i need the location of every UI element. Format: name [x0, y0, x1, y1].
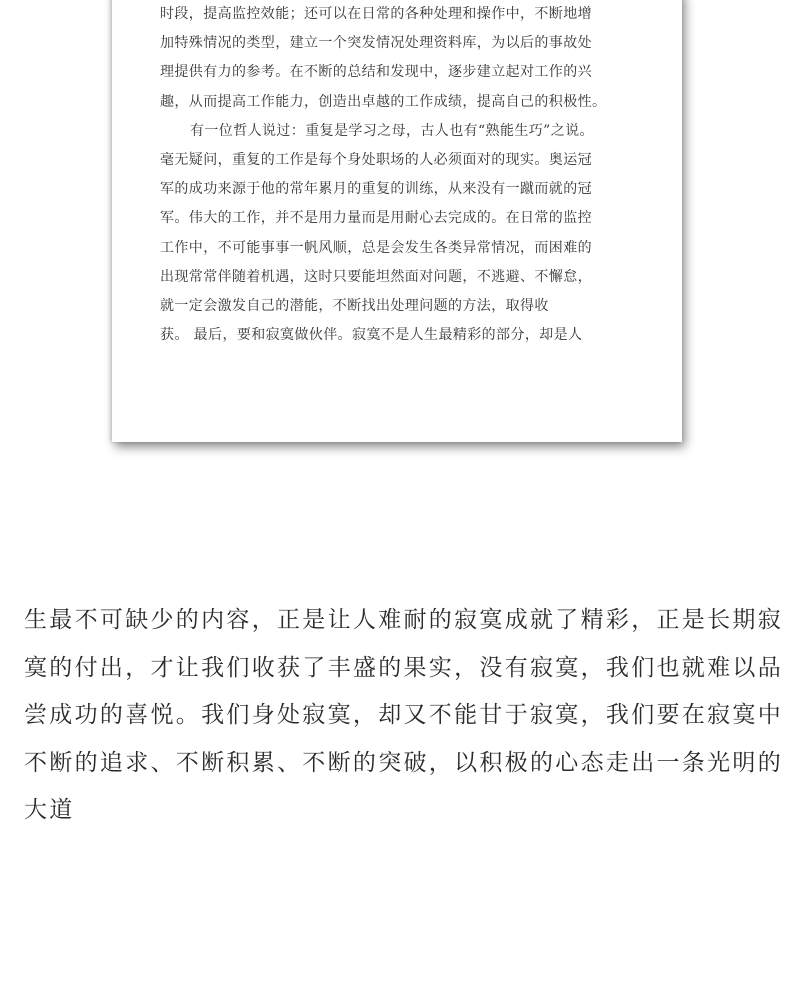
page-line: 就一定会激发自己的潜能，不断找出处理问题的方法，取得收: [160, 297, 549, 314]
page-line: 理提供有力的参考。在不断的总结和发现中，逐步建立起对工作的兴: [160, 64, 592, 81]
page-line: 军。伟大的工作，并不是用力量而是用耐心去完成的。在日常的监控: [160, 210, 592, 227]
body-line: 尝成功的喜悦。我们身处寂寞，却又不能甘于寂寞，我们要在寂寞中: [24, 702, 783, 728]
body-line: 生最不可缺少的内容，正是让人难耐的寂寞成就了精彩，正是长期寂: [24, 607, 783, 633]
page-line: 军的成功来源于他的常年累月的重复的训练，从来没有一蹴而就的冠: [160, 181, 592, 198]
page-line: 加特殊情况的类型，建立一个突发情况处理资料库，为以后的事故处: [160, 35, 592, 52]
page-line: 趣，从而提高工作能力，创造出卓越的工作成绩，提高自己的积极性。: [160, 93, 607, 110]
page-line: 时段，提高监控效能；还可以在日常的各种处理和操作中，不断地增: [160, 6, 592, 22]
document-page-preview: [112, 0, 682, 442]
continuation-paragraph: [24, 597, 784, 835]
body-line: 寞的付出，才让我们收获了丰盛的果实，没有寂寞，我们也就难以品: [24, 654, 783, 681]
page-line: 毫无疑问，重复的工作是每个身处职场的人必须面对的现实。奥运冠: [160, 151, 592, 168]
page-line: 有一位哲人说过：重复是学习之母，古人也有“熟能生巧”之说。: [190, 122, 594, 139]
document-page-text: [160, 0, 660, 350]
page-line: 出现常常伴随着机遇，这时只要能坦然面对问题，不逃避、不懈怠，: [160, 268, 592, 285]
page-line: 工作中，不可能事事一帆风顺，总是会发生各类异常情况，而困难的: [160, 239, 592, 256]
body-line: 不断的追求、不断积累、不断的突破，以积极的心态走出一条光明的: [24, 749, 783, 776]
page-line: 获。 最后，要和寂寞做伙伴。寂寞不是人生最精彩的部分，却是人: [160, 327, 583, 344]
body-line: 大道: [24, 797, 75, 823]
